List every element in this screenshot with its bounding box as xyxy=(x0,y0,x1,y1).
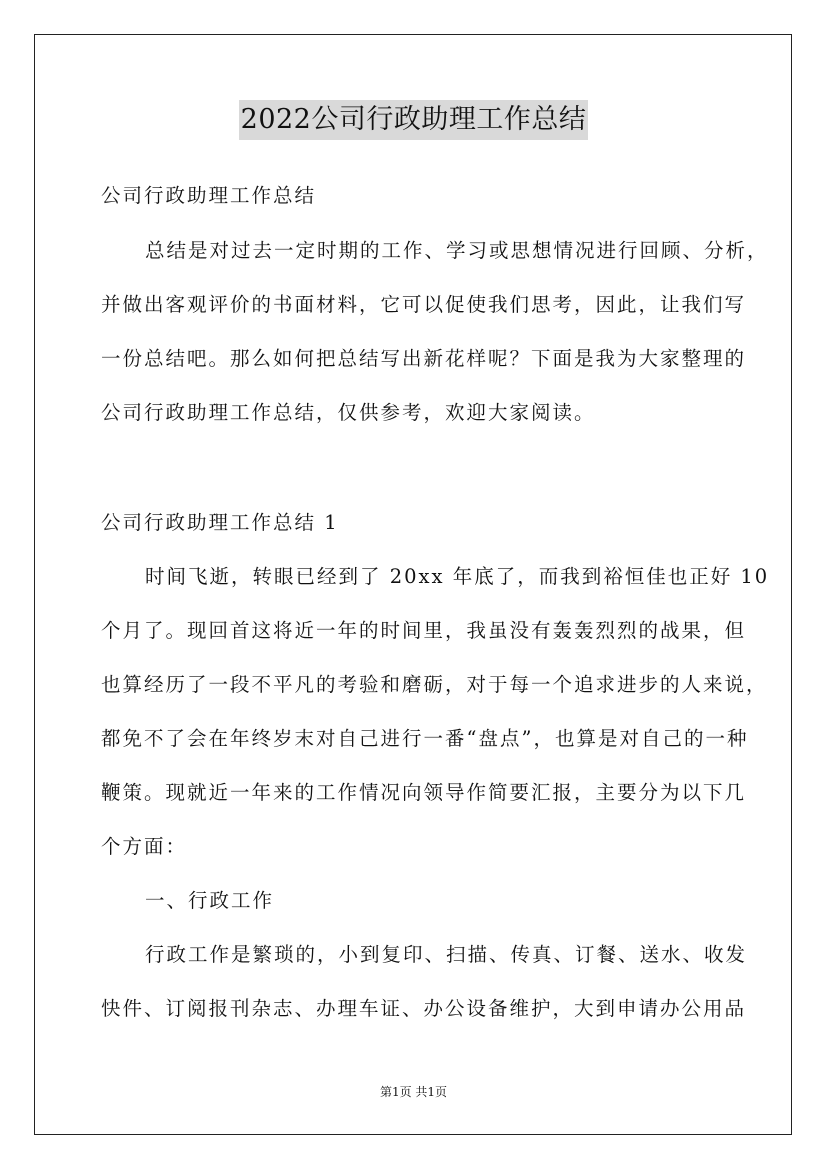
paragraph-line: 快件、订阅报刊杂志、办理车证、办公设备维护，大到申请办公用品 xyxy=(101,997,747,1020)
paragraph-line: 公司行政助理工作总结，仅供参考，欢迎大家阅读。 xyxy=(101,401,596,424)
paragraph-line: 个方面： xyxy=(101,835,188,858)
section-heading: 公司行政助理工作总结 1 xyxy=(101,511,339,534)
subsection-heading: 一、行政工作 xyxy=(145,889,275,912)
document-title: 2022公司行政助理工作总结 xyxy=(239,100,589,140)
paragraph-line: 也算经历了一段不平凡的考验和磨砺，对于每一个追求进步的人来说， xyxy=(101,673,768,696)
paragraph-line: 个月了。现回首这将近一年的时间里，我虽没有轰轰烈烈的战果，但 xyxy=(101,619,747,642)
paragraph-line: 一份总结吧。那么如何把总结写出新花样呢？下面是我为大家整理的 xyxy=(101,347,747,370)
paragraph-line: 行政工作是繁琐的，小到复印、扫描、传真、订餐、送水、收发 xyxy=(145,943,748,966)
paragraph-line: 时间飞逝，转眼已经到了 20xx 年底了，而我到裕恒佳也正好 10 xyxy=(145,565,770,588)
paragraph-line: 都免不了会在年终岁末对自己进行一番“盘点”，也算是对自己的一种 xyxy=(101,727,749,750)
paragraph-line: 总结是对过去一定时期的工作、学习或思想情况进行回顾、分析， xyxy=(145,239,769,262)
paragraph-line: 鞭策。现就近一年来的工作情况向领导作简要汇报，主要分为以下几 xyxy=(101,781,747,804)
paragraph-line: 并做出客观评价的书面材料，它可以促使我们思考，因此，让我们写 xyxy=(101,293,747,316)
page-number: 第1页 共1页 xyxy=(379,1085,448,1099)
section-heading: 公司行政助理工作总结 xyxy=(101,184,317,207)
